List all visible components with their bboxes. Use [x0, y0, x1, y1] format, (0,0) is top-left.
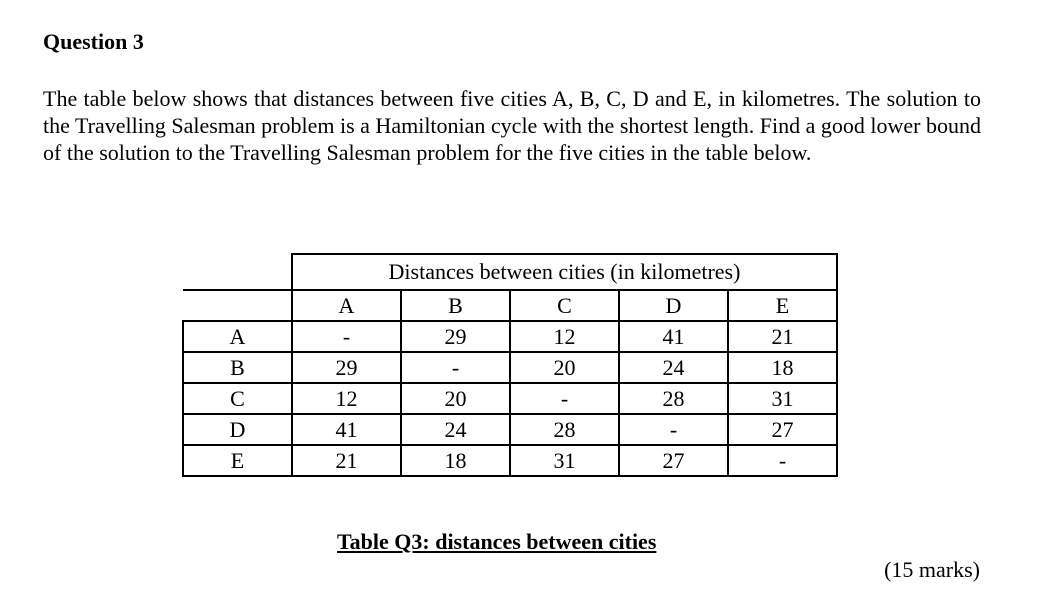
table-title-row [183, 254, 837, 290]
table-cell: 28 [510, 414, 619, 445]
table-cell: 21 [292, 445, 401, 476]
distance-table [182, 253, 838, 477]
table-cell: - [619, 414, 728, 445]
table-row [183, 445, 837, 476]
table-cell: 31 [510, 445, 619, 476]
table-cell: - [510, 383, 619, 414]
row-label: B [183, 352, 292, 383]
question-heading: Question 3 [43, 29, 144, 54]
table-cell: 18 [401, 445, 510, 476]
table-cell: - [728, 445, 837, 476]
table-title: Distances between cities (in kilometres) [292, 254, 837, 290]
table-cell: 31 [728, 383, 837, 414]
table-cell: 27 [619, 445, 728, 476]
table-row [183, 414, 837, 445]
table-cell: 29 [292, 352, 401, 383]
table-cell: 21 [728, 321, 837, 352]
table-row [183, 383, 837, 414]
column-header: A [292, 290, 401, 321]
row-label: D [183, 414, 292, 445]
table-cell: 20 [401, 383, 510, 414]
table-cell: - [292, 321, 401, 352]
row-label: C [183, 383, 292, 414]
row-label: A [183, 321, 292, 352]
table-cell: 27 [728, 414, 837, 445]
row-label: E [183, 445, 292, 476]
table-cell: 12 [292, 383, 401, 414]
column-header: D [619, 290, 728, 321]
table-cell: 18 [728, 352, 837, 383]
table-cell: 29 [401, 321, 510, 352]
table-cell: 12 [510, 321, 619, 352]
column-header: E [728, 290, 837, 321]
table-cell: - [401, 352, 510, 383]
table-cell: 28 [619, 383, 728, 414]
column-header: B [401, 290, 510, 321]
table-caption: Table Q3: distances between cities [337, 529, 657, 554]
question-text: The table below shows that distances between five cities A, B, C, D and E, in kilometres. The solution to the Travelling Salesman problem is a Hamiltonian cycle with the shortest length. Find a good lower bound of the solution to the Travelling Salesman problem for the five cities in the table below. [43, 86, 981, 165]
table-cell: 41 [292, 414, 401, 445]
table-corner-cell [183, 290, 292, 321]
table-header-row [183, 290, 837, 321]
column-header: C [510, 290, 619, 321]
table-corner-cell [183, 254, 292, 290]
marks-label: (15 marks) [884, 557, 980, 582]
table-row [183, 321, 837, 352]
table-cell: 41 [619, 321, 728, 352]
table-cell: 24 [619, 352, 728, 383]
table-row [183, 352, 837, 383]
table-cell: 20 [510, 352, 619, 383]
table-cell: 24 [401, 414, 510, 445]
